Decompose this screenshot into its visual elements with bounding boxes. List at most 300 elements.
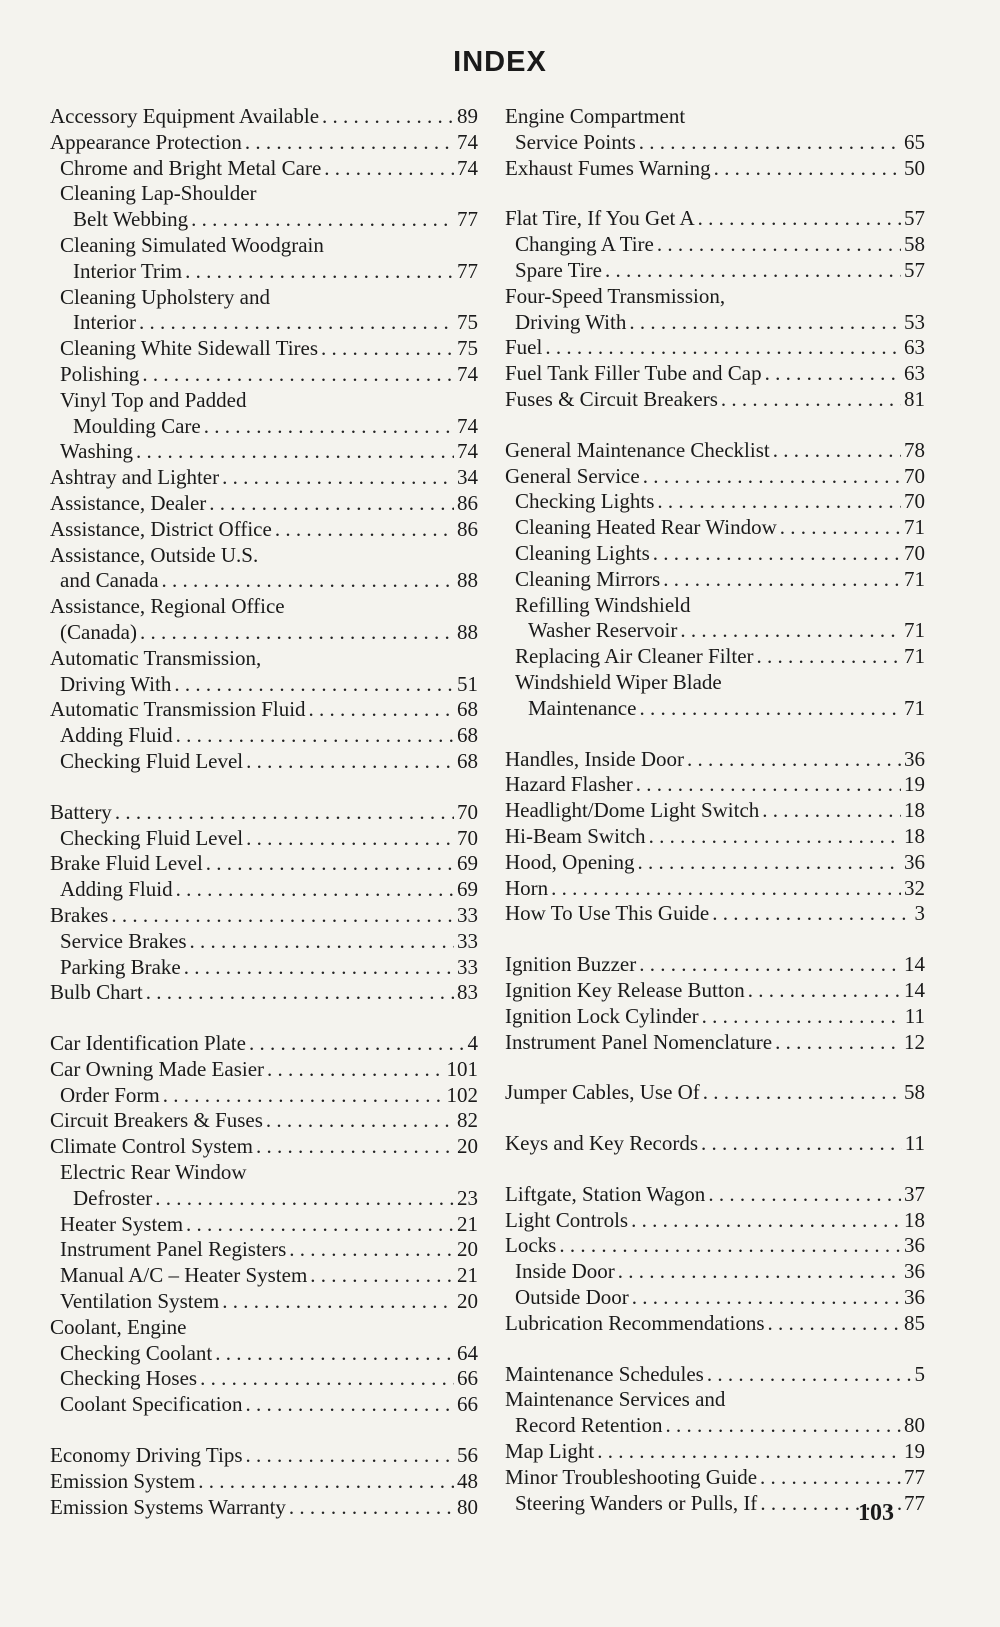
index-entry-label: Headlight/Dome Light Switch [505,798,760,823]
dot-leader [246,749,454,775]
index-entry [505,670,925,696]
dot-leader [142,362,454,388]
index-entry-page: 71 [904,644,925,669]
index-entry-label: General Maintenance Checklist [505,437,770,462]
index-entry-label: Cleaning Simulated Woodgrain [60,232,324,257]
index-entry-label: Checking Coolant [60,1340,213,1365]
dot-leader [639,130,901,156]
index-entry-page: 33 [457,928,478,953]
index-entry-page: 66 [457,1392,478,1417]
index-entry [505,361,925,387]
index-entry-label: Light Controls [505,1207,629,1232]
dot-leader [246,1392,454,1418]
index-entry-label: Locks [505,1233,557,1258]
dot-leader [155,1186,454,1212]
index-entry-page: 58 [904,232,925,257]
index-entry-label: Map Light [505,1439,595,1464]
index-entry-page: 56 [457,1443,478,1468]
index-entry-page: 33 [457,954,478,979]
index-entry-label: Appearance Protection [50,129,242,154]
index-entry-page: 50 [904,155,925,180]
dot-leader [657,232,901,258]
index-entry [505,541,925,567]
index-entry [505,1259,925,1285]
index-entry-label: Assistance, Outside U.S. [50,542,259,567]
index-entry-page: 80 [904,1413,925,1438]
index-entry [50,207,478,233]
section-gap [50,1006,478,1031]
index-entry [50,259,478,285]
index-entry-page: 77 [904,1464,925,1489]
index-entry [505,156,925,182]
index-entry [50,1237,478,1263]
index-entry [50,1495,478,1521]
index-entry-page: 85 [904,1310,925,1335]
index-entry-label: Chrome and Bright Metal Care [60,155,322,180]
index-entry-page: 53 [904,309,925,334]
index-column-right [505,104,925,1516]
index-entry-label: and Canada [60,568,159,593]
dot-leader [140,620,454,646]
dot-leader [245,130,454,156]
dot-leader [176,877,454,903]
index-entry [50,851,478,877]
index-entry-label: Adding Fluid [60,877,173,902]
index-entry-label: Belt Webbing [73,207,189,232]
index-entry-page: 58 [904,1080,925,1105]
index-entry-label: Engine Compartment [505,104,686,128]
dot-leader [597,1439,901,1465]
index-entry-page: 64 [457,1340,478,1365]
index-entry-label: Emission Systems Warranty [50,1494,286,1519]
index-entry [50,336,478,362]
index-entry [50,1469,478,1495]
index-entry [50,517,478,543]
dot-leader [757,644,901,670]
index-entry [505,593,925,619]
section-gap [505,413,925,438]
dot-leader [629,310,901,336]
dot-leader [322,104,454,130]
index-entry-label: Brakes [50,902,109,927]
dot-leader [200,1366,454,1392]
index-entry [50,749,478,775]
index-entry-label: Checking Hoses [60,1366,198,1391]
dot-leader [636,772,901,798]
index-entry [505,747,925,773]
dot-leader [712,901,911,927]
index-entry [50,233,478,259]
dot-leader [663,567,901,593]
index-entry-label: Battery [50,799,112,824]
section-gap [505,1055,925,1080]
index-entry-page: 63 [904,361,925,386]
index-entry [50,285,478,311]
dot-leader [266,1108,454,1134]
section-gap [505,1106,925,1131]
index-entry-label: Cleaning Lights [515,540,650,565]
index-entry-label: Assistance, Regional Office [50,594,285,619]
index-entry-page: 36 [904,1285,925,1310]
index-entry-label: Exhaust Fumes Warning [505,155,711,180]
dot-leader [760,1465,901,1491]
index-entry [505,1465,925,1491]
index-entry-page: 86 [457,490,478,515]
index-entry-label: Car Owning Made Easier [50,1056,265,1081]
dot-leader [702,1004,902,1030]
index-entry-page: 21 [457,1263,478,1288]
index-entry-label: Washing [60,439,133,464]
index-entry [505,464,925,490]
index-entry-label: General Service [505,463,640,488]
index-entry [505,1439,925,1465]
index-entry-label: (Canada) [60,619,137,644]
index-entry-page: 20 [457,1134,478,1159]
index-entry-page: 81 [904,386,925,411]
dot-leader [632,1285,901,1311]
index-entry-label: Fuel Tank Filler Tube and Cap [505,361,762,386]
dot-leader [721,387,901,413]
dot-leader [666,1413,901,1439]
section-gap [50,1418,478,1443]
dot-leader [643,464,901,490]
index-entry [505,618,925,644]
index-entry-label: Vinyl Top and Padded [60,387,247,412]
index-entry [50,980,478,1006]
index-entry-label: Assistance, Dealer [50,490,207,515]
index-entry-label: Inside Door [515,1259,615,1284]
dot-leader [139,310,454,336]
dot-leader [184,955,454,981]
index-entry [50,414,478,440]
dot-leader [687,747,901,773]
dot-leader [209,491,454,517]
index-entry [50,903,478,929]
dot-leader [701,1131,902,1157]
dot-leader [176,723,454,749]
index-entry [50,1366,478,1392]
index-entry-page: 68 [457,723,478,748]
index-entry [50,1392,478,1418]
dot-leader [657,489,901,515]
section-gap [505,722,925,747]
dot-leader [185,259,454,285]
index-entry-label: Ignition Key Release Button [505,977,745,1002]
index-entry [50,1057,478,1083]
index-entry [50,955,478,981]
dot-leader [186,1212,454,1238]
index-entry [505,206,925,232]
index-entry-page: 11 [904,1003,925,1028]
index-entry-label: Fuel [505,335,543,360]
dot-leader [649,824,901,850]
index-entry-page: 3 [914,901,925,926]
index-entry-label: Checking Lights [515,489,655,514]
index-entry [505,515,925,541]
dot-leader [190,929,454,955]
dot-leader [748,978,901,1004]
index-entry-page: 77 [457,207,478,232]
index-entry [505,1004,925,1030]
index-entry-page: 20 [457,1289,478,1314]
index-entry-page: 36 [904,1233,925,1258]
index-entry-label: Circuit Breakers & Fuses [50,1108,263,1133]
index-entry [505,387,925,413]
index-entry-page: 4 [467,1031,478,1056]
index-entry-page: 70 [457,799,478,824]
dot-leader [653,541,901,567]
index-entry [50,1134,478,1160]
index-entry-page: 69 [457,851,478,876]
index-entry-label: Fuses & Circuit Breakers [505,386,718,411]
index-entry-page: 78 [904,437,925,462]
index-column-left [50,104,478,1520]
index-entry-page: 36 [904,1259,925,1284]
dot-leader [256,1134,454,1160]
dot-leader [605,258,901,284]
index-entry [505,1080,925,1106]
index-entry [50,1341,478,1367]
index-entry-page: 74 [457,439,478,464]
index-entry-label: Cleaning White Sidewall Tires [60,336,319,361]
index-entry-label: Ignition Buzzer [505,952,637,977]
index-entry [505,901,925,927]
index-entry [50,491,478,517]
dot-leader [162,568,454,594]
index-entry-label: Order Form [60,1082,160,1107]
dot-leader [780,515,901,541]
index-entry-page: 86 [457,516,478,541]
dot-leader [275,517,454,543]
dot-leader [703,1080,901,1106]
index-entry-label: Windshield Wiper Blade [515,669,722,694]
index-entry-page: 57 [904,206,925,231]
index-entry [50,800,478,826]
index-entry-label: Parking Brake [60,954,181,979]
index-entry [505,798,925,824]
index-entry-page: 68 [457,697,478,722]
index-entry-page: 14 [904,952,925,977]
index-entry-label: Spare Tire [515,257,602,282]
dot-leader [765,361,901,387]
index-entry-label: Keys and Key Records [505,1131,699,1156]
index-entry [50,439,478,465]
index-entry [505,310,925,336]
dot-leader [762,798,901,824]
index-entry-label: Manual A/C – Heater System [60,1263,308,1288]
index-entry-label: Replacing Air Cleaner Filter [515,644,754,669]
index-entry-label: Checking Fluid Level [60,748,244,773]
index-entry-page: 18 [904,823,925,848]
index-entry-label: Maintenance [528,695,637,720]
index-entry [50,156,478,182]
index-entry-label: Minor Troubleshooting Guide [505,1464,758,1489]
index-entry-label: Service Points [515,129,636,154]
index-entry-page: 83 [457,980,478,1005]
dot-leader [267,1057,443,1083]
index-entry [505,1233,925,1259]
index-entry-label: Handles, Inside Door [505,746,685,771]
dot-leader [545,335,901,361]
index-entry-page: 65 [904,129,925,154]
index-entry [50,1083,478,1109]
index-entry-label: Economy Driving Tips [50,1443,243,1468]
index-entry-label: Outside Door [515,1285,629,1310]
index-entry-label: Steering Wanders or Pulls, If [515,1490,758,1515]
index-entry [505,335,925,361]
dot-leader [639,696,901,722]
index-entry [50,826,478,852]
index-entry-page: 18 [904,798,925,823]
index-entry [50,104,478,130]
index-entry [505,1182,925,1208]
dot-leader [246,826,454,852]
section-gap [505,927,925,952]
index-entry [50,130,478,156]
index-entry-label: Polishing [60,361,140,386]
index-entry [50,543,478,569]
index-entry [50,877,478,903]
index-entry-label: Automatic Transmission, [50,645,262,670]
index-entry-label: Hood, Opening [505,849,635,874]
dot-leader [246,1443,454,1469]
index-entry-page: 88 [457,568,478,593]
index-entry-page: 74 [457,155,478,180]
index-entry-page: 74 [457,413,478,438]
index-entry-page: 20 [457,1237,478,1262]
index-entry-label: Service Brakes [60,928,187,953]
index-entry [50,568,478,594]
index-entry-page: 34 [457,465,478,490]
index-entry-page: 33 [457,902,478,927]
index-entry-label: Instrument Panel Nomenclature [505,1029,773,1054]
index-entry-page: 75 [457,310,478,335]
index-entry-page: 68 [457,748,478,773]
index-entry-page: 18 [904,1207,925,1232]
index-entry-page: 63 [904,335,925,360]
index-entry-label: Cleaning Heated Rear Window [515,515,777,540]
index-entry [505,1030,925,1056]
index-entry-label: Coolant, Engine [50,1314,187,1339]
index-entry-label: Changing A Tire [515,232,654,257]
index-entry-page: 36 [904,746,925,771]
dot-leader [191,207,454,233]
dot-leader [163,1083,444,1109]
index-entry [505,850,925,876]
index-entry [50,465,478,491]
dot-leader [198,1469,454,1495]
dot-leader [111,903,454,929]
index-entry-label: Brake Fluid Level [50,851,203,876]
index-entry [50,723,478,749]
index-entry-page: 23 [457,1185,478,1210]
index-entry [505,876,925,902]
index-entry-label: Ashtray and Lighter [50,465,220,490]
index-entry-label: Cleaning Mirrors [515,566,661,591]
index-entry-label: Climate Control System [50,1134,253,1159]
index-entry [505,1208,925,1234]
index-entry-page: 48 [457,1468,478,1493]
index-entry [505,644,925,670]
index-entry-page: 51 [457,671,478,696]
index-entry [505,438,925,464]
index-entry-page: 19 [904,1439,925,1464]
index-entry-page: 37 [904,1181,925,1206]
index-entry [505,824,925,850]
section-gap [505,181,925,206]
dot-leader [289,1495,454,1521]
dot-leader [206,851,454,877]
index-entry-page: 36 [904,849,925,874]
index-entry-label: Coolant Specification [60,1392,243,1417]
index-entry [505,696,925,722]
index-entry [50,1263,478,1289]
index-entry-label: Driving With [60,671,172,696]
index-entry [50,362,478,388]
index-entry-page: 89 [457,104,478,128]
index-entry-label: Adding Fluid [60,723,173,748]
dot-leader [309,697,454,723]
index-entry-page: 70 [904,540,925,565]
index-entry-label: Hi-Beam Switch [505,823,646,848]
dot-leader [321,336,454,362]
index-entry-label: Lubrication Recommendations [505,1310,765,1335]
dot-leader [618,1259,901,1285]
index-entry [505,104,925,130]
index-entry [505,567,925,593]
dot-leader [222,1289,454,1315]
dot-leader [551,876,901,902]
index-entry-page: 102 [446,1082,478,1107]
index-entry-page: 70 [904,463,925,488]
index-entry [50,310,478,336]
index-entry-label: Four-Speed Transmission, [505,283,726,308]
index-entry-label: Liftgate, Station Wagon [505,1181,706,1206]
index-entry-label: Driving With [515,309,627,334]
dot-leader [773,438,901,464]
index-entry-page: 77 [457,258,478,283]
index-entry-label: Automatic Transmission Fluid [50,697,306,722]
index-entry-page: 74 [457,129,478,154]
index-entry-label: Record Retention [515,1413,663,1438]
index-entry-label: Maintenance Services and [505,1387,726,1412]
section-gap [505,1157,925,1182]
index-entry [50,1443,478,1469]
index-entry-label: Checking Fluid Level [60,825,244,850]
index-entry-label: Heater System [60,1211,184,1236]
index-entry-label: Instrument Panel Registers [60,1237,287,1262]
index-entry-page: 71 [904,618,925,643]
dot-leader [310,1263,454,1289]
index-entry-page: 11 [904,1131,925,1156]
index-entry [505,258,925,284]
index-entry-label: Ignition Lock Cylinder [505,1003,699,1028]
page-number: 103 [858,1500,894,1526]
dot-leader [631,1208,901,1234]
dot-leader [638,850,902,876]
dot-leader [707,1362,912,1388]
index-entry-page: 101 [446,1056,478,1081]
index-entry-label: Jumper Cables, Use Of [505,1080,700,1105]
index-entry [505,952,925,978]
index-entry-label: Assistance, District Office [50,516,272,541]
section-gap [505,1337,925,1362]
page-title: INDEX [453,46,547,78]
index-entry-page: 88 [457,619,478,644]
index-entry [50,1160,478,1186]
index-entry-label: Moulding Care [73,413,201,438]
index-entry-page: 69 [457,877,478,902]
